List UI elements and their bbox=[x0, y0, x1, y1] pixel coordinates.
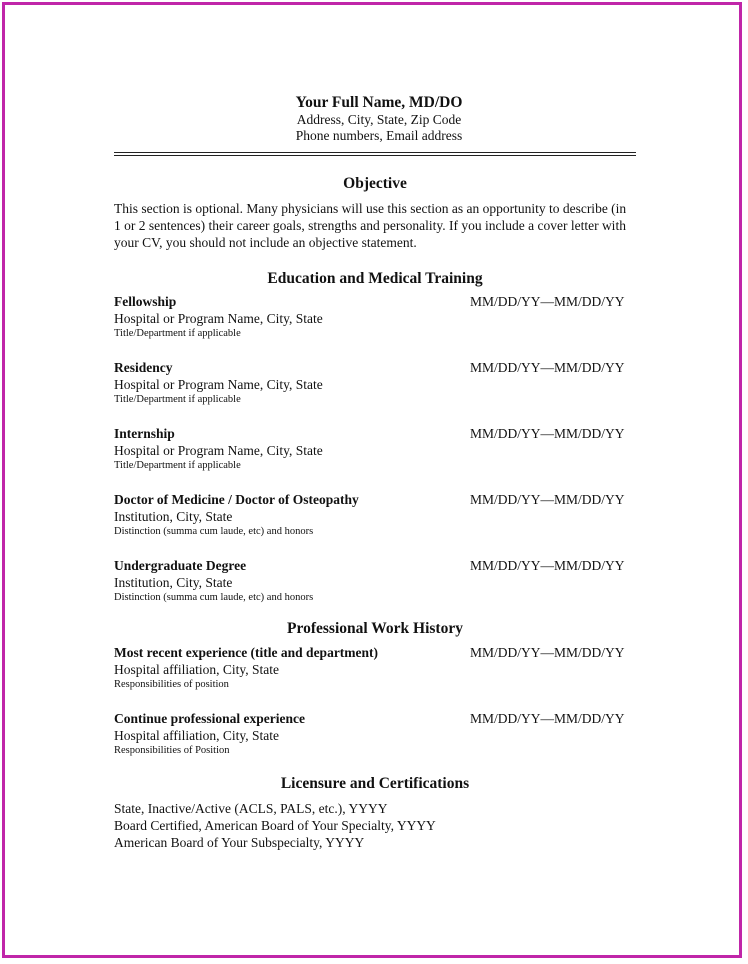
entry-note: Distinction (summa cum laude, etc) and honors bbox=[114, 526, 314, 537]
entry-note: Title/Department if applicable bbox=[114, 328, 241, 339]
entry-dates: MM/DD/YY—MM/DD/YY bbox=[470, 711, 625, 726]
header-divider bbox=[114, 152, 636, 156]
licensure-list bbox=[114, 800, 636, 851]
entry-institution: Hospital or Program Name, City, State bbox=[114, 443, 323, 458]
work-entry bbox=[114, 710, 636, 758]
entry-heading: Continue professional experience bbox=[114, 711, 305, 726]
licensure-item: Board Certified, American Board of Your Specialty, YYYY bbox=[114, 818, 436, 833]
entry-heading: Fellowship bbox=[114, 294, 177, 309]
entry-note: Title/Department if applicable bbox=[114, 460, 241, 471]
education-entry bbox=[114, 293, 636, 341]
entry-heading: Undergraduate Degree bbox=[114, 558, 247, 573]
entry-dates: MM/DD/YY—MM/DD/YY bbox=[470, 645, 625, 660]
cv-document bbox=[114, 93, 636, 851]
education-entry bbox=[114, 491, 636, 539]
entry-dates: MM/DD/YY—MM/DD/YY bbox=[470, 558, 625, 573]
education-title: Education and Medical Training bbox=[267, 270, 483, 287]
licensure-item: State, Inactive/Active (ACLS, PALS, etc.), YYYY bbox=[114, 801, 388, 816]
entry-heading: Doctor of Medicine / Doctor of Osteopathy bbox=[114, 492, 359, 507]
entry-dates: MM/DD/YY—MM/DD/YY bbox=[470, 294, 625, 309]
entry-note: Responsibilities of Position bbox=[114, 745, 230, 756]
address-line: Address, City, State, Zip Code bbox=[296, 112, 462, 127]
objective-title: Objective bbox=[343, 175, 407, 192]
education-entry bbox=[114, 425, 636, 473]
entry-heading: Most recent experience (title and department) bbox=[114, 645, 379, 660]
entry-note: Distinction (summa cum laude, etc) and honors bbox=[114, 592, 314, 603]
work-entry bbox=[114, 644, 636, 692]
entry-institution: Hospital or Program Name, City, State bbox=[114, 311, 323, 326]
education-entry bbox=[114, 359, 636, 407]
entry-dates: MM/DD/YY—MM/DD/YY bbox=[470, 426, 625, 441]
objective-text: This section is optional. Many physicians will use this section as an opportunity to describe (in 1 or 2 sentences) their career goals, strengths and personality. If you include a cover letter with your CV, you should not include an objective statement. bbox=[114, 201, 627, 250]
entry-note: Responsibilities of position bbox=[114, 679, 229, 690]
work-history-title: Professional Work History bbox=[287, 620, 463, 637]
entry-institution: Hospital affiliation, City, State bbox=[114, 662, 279, 677]
contact-line: Phone numbers, Email address bbox=[295, 128, 463, 143]
entry-institution: Hospital affiliation, City, State bbox=[114, 728, 279, 743]
entry-dates: MM/DD/YY—MM/DD/YY bbox=[470, 360, 625, 375]
full-name: Your Full Name, MD/DO bbox=[295, 94, 463, 111]
entry-institution: Institution, City, State bbox=[114, 575, 233, 590]
licensure-item: American Board of Your Subspecialty, YYYY bbox=[114, 835, 365, 850]
licensure-title: Licensure and Certifications bbox=[280, 775, 470, 792]
cv-header bbox=[114, 93, 636, 144]
entry-institution: Institution, City, State bbox=[114, 509, 233, 524]
entry-institution: Hospital or Program Name, City, State bbox=[114, 377, 323, 392]
entry-note: Title/Department if applicable bbox=[114, 394, 241, 405]
entry-dates: MM/DD/YY—MM/DD/YY bbox=[470, 492, 625, 507]
entry-heading: Internship bbox=[114, 426, 175, 441]
entry-heading: Residency bbox=[114, 360, 173, 375]
education-entry bbox=[114, 557, 636, 605]
